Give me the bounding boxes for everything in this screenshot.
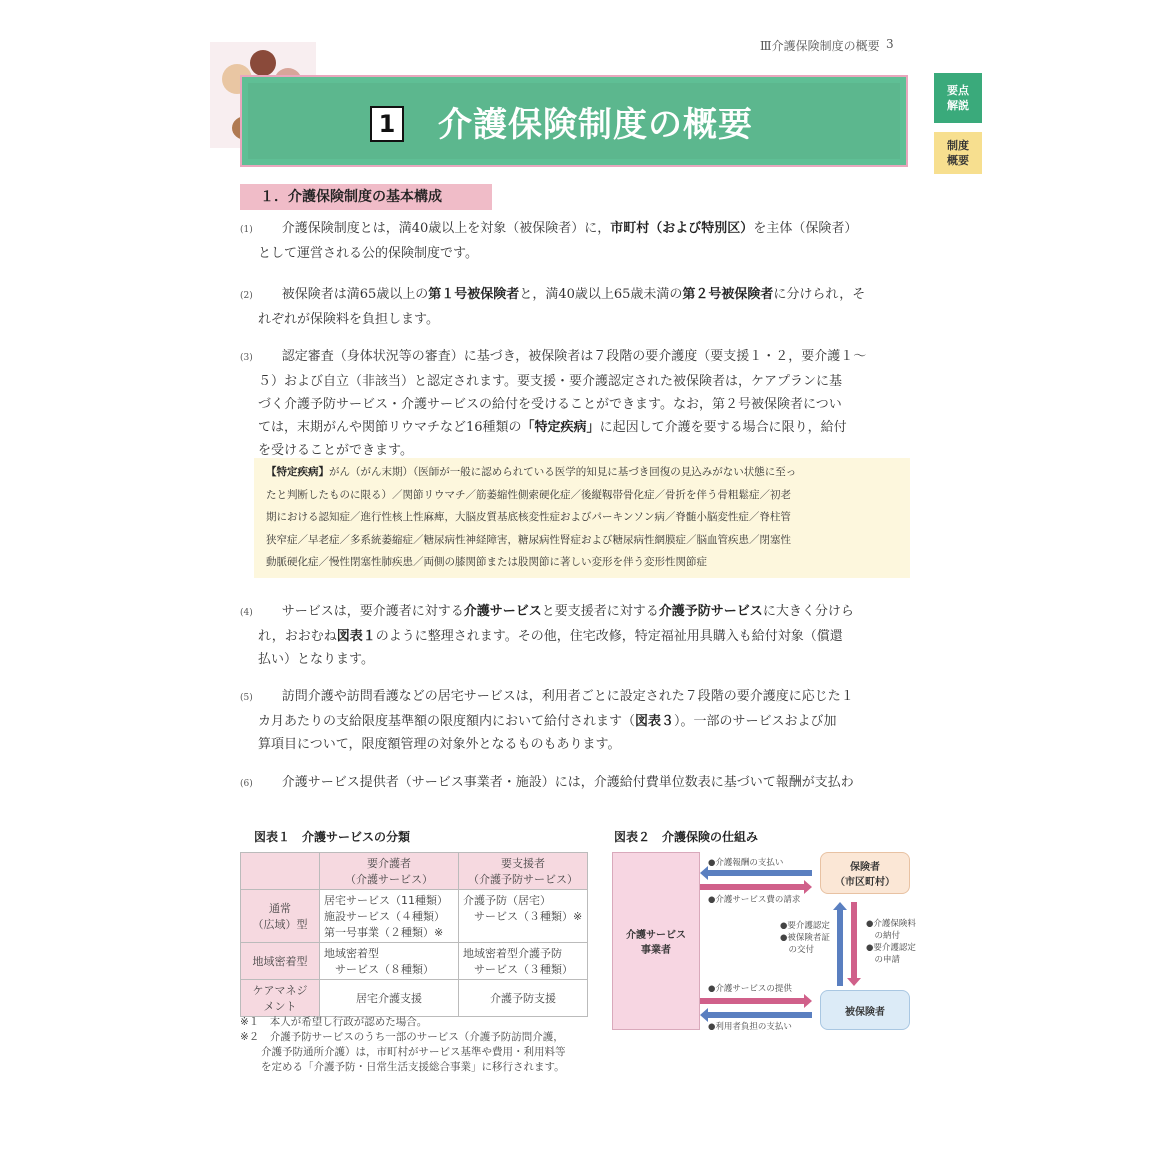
arrow-label: ●介護サービスの提供 — [708, 984, 792, 994]
table-header-support — [459, 853, 588, 890]
table-header-care — [320, 853, 459, 890]
text: 介護保険制度とは，満40歳以上を対象（被保険者）に， — [268, 221, 611, 236]
text: 被保険者は満65歳以上の — [268, 287, 429, 302]
paragraph-2 — [240, 283, 910, 331]
arrow-label: の納付 — [866, 931, 901, 941]
cell-line: サービス（３種類） — [463, 963, 573, 976]
emphasis: 介護予防サービス — [658, 604, 763, 619]
figure1-table — [240, 852, 588, 1017]
cell-line: サービス（３種類）※ — [463, 910, 583, 923]
paragraph-4 — [240, 600, 910, 671]
paragraph-6 — [240, 771, 910, 796]
header-line: （介護予防サービス） — [468, 873, 578, 886]
specific-diseases-note — [254, 458, 910, 578]
cell-line: 施設サービス（４種類） — [324, 910, 445, 923]
text: を主体（保険者） — [753, 221, 858, 236]
tab-system-overview[interactable] — [934, 132, 982, 174]
text: として運営される公的保険制度です。 — [258, 246, 478, 261]
text: 払い）となります。 — [258, 652, 374, 667]
provider-box — [612, 852, 700, 1030]
arrow-label: ●介護報酬の支払い — [708, 858, 784, 868]
insurer-box — [820, 852, 910, 894]
paragraph-number: (6) — [240, 779, 253, 789]
table-corner — [241, 853, 320, 890]
figure2-vertical-arrows — [832, 902, 862, 990]
cell-line: 第一号事業（２種類）※ — [324, 926, 444, 939]
chapter-number: 1 — [370, 106, 404, 142]
table-cell — [320, 943, 459, 980]
section-heading: １．介護保険制度の基本構成 — [240, 184, 492, 210]
row-label — [241, 890, 320, 943]
text: と，満40歳以上65歳未満の — [519, 287, 683, 302]
table-row — [241, 943, 588, 980]
table-row — [241, 890, 588, 943]
figure1-title: 図表１ 介護サービスの分類 — [254, 830, 411, 844]
paragraph-number: (5) — [240, 693, 253, 703]
text: 認定審査（身体状況等の審査）に基づき，被保険者は７段階の要介護度（要支援１・２，要介護１～ — [268, 349, 867, 364]
text: のように整理されます。その他，住宅改修，特定福祉用具購入も給付対象（償還 — [375, 629, 843, 644]
text: ５）および自立（非該当）と認定されます。要支援・要介護認定された被保険者は，ケアプランに基 — [258, 374, 842, 389]
text: に起因して介護を要する場合に限り，給付 — [599, 420, 847, 435]
note-line: たと判断したものに限る）／関節リウマチ／筋萎縮性側索硬化症／後縦靱帯骨化症／骨折を伴う骨粗鬆症／初老 — [266, 488, 791, 501]
text: 算項目について，限度額管理の対象外となるものもあります。 — [258, 737, 621, 752]
tab-label: 制度 — [947, 139, 969, 152]
insured-box — [820, 990, 910, 1030]
arrow-right-icon — [700, 994, 812, 1008]
arrow-label: ●要介護認定 — [866, 943, 916, 953]
figure1-footnotes — [240, 1015, 610, 1075]
emphasis: 第２号被保険者 — [682, 287, 774, 302]
text: を受けることができます。 — [258, 443, 413, 458]
table-cell: 居宅介護支援 — [320, 980, 459, 1017]
paragraph-number: (1) — [240, 225, 253, 235]
table-row — [241, 980, 588, 1017]
box-label: （市区町村） — [835, 877, 895, 888]
cell-line: サービス（８種類） — [324, 963, 434, 976]
arrow-label: ●介護サービス費の請求 — [708, 895, 801, 905]
footnote: を定める「介護予防・日常生活支援総合事業」に移行されます。 — [240, 1061, 565, 1073]
footnote: 介護予防通所介護）は，市町村がサービス基準や費用・利用料等 — [240, 1046, 566, 1058]
paragraph-number: (4) — [240, 608, 253, 618]
arrow-right-icon — [700, 880, 812, 894]
emphasis: 「特定疾病」 — [521, 420, 600, 435]
paragraph-1 — [240, 217, 910, 265]
table-cell: 介護予防支援 — [459, 980, 588, 1017]
arrow-label: の申請 — [866, 955, 901, 965]
text: れぞれが保険料を負担します。 — [258, 312, 439, 327]
cell-line: 介護予防（居宅） — [463, 894, 551, 907]
note-line: 期における認知症／進行性核上性麻痺，大脳皮質基底核変性症およびパーキンソン病／脊髄小脳変性症／脊柱管 — [266, 511, 791, 523]
arrow-label: ●介護保険料 — [866, 919, 916, 929]
tab-key-points[interactable] — [934, 73, 982, 123]
cell-line: 地域密着型 — [324, 947, 379, 960]
emphasis: 介護サービス — [463, 604, 542, 619]
running-title: Ⅲ介護保険制度の概要 — [760, 39, 880, 53]
text: カ月あたりの支給限度基準額の限度額内において給付されます（ — [258, 714, 636, 729]
label-line: ケアマネジ — [252, 984, 308, 997]
text: に大きく分けら — [762, 604, 854, 619]
note-label: 【特定疾病】 — [266, 466, 329, 478]
arrow-label: ●要介護認定 — [780, 921, 830, 931]
paragraph-5 — [240, 685, 910, 756]
arrow-up-icon — [833, 902, 847, 986]
arrow-label: の交付 — [780, 945, 815, 955]
table-cell — [459, 890, 588, 943]
text: 介護サービス提供者（サービス事業者・施設）には，介護給付費単位数表に基づいて報酬が支払わ — [268, 775, 854, 790]
arrow-label: ●利用者負担の支払い — [708, 1022, 792, 1032]
label-line: 通常 — [269, 902, 291, 915]
footnote: ※２ 介護予防サービスのうち一部のサービス（介護予防訪問介護， — [240, 1031, 564, 1043]
table-cell — [459, 943, 588, 980]
paragraph-number: (2) — [240, 291, 253, 301]
arrow-label: ●被保険者証 — [780, 933, 830, 943]
emphasis: 第１号被保険者 — [428, 287, 520, 302]
note-line: 狭窄症／早老症／多系統萎縮症／糖尿病性神経障害，糖尿病性腎症および糖尿病性網膜症／脳血管疾患／閉塞性 — [266, 533, 791, 546]
footnote: ※１ 本人が希望し行政が認めた場合。 — [240, 1016, 428, 1028]
cell-line: 地域密着型介護予防 — [463, 947, 562, 960]
page-number: 3 — [886, 37, 894, 51]
text: 訪問介護や訪問看護などの居宅サービスは，利用者ごとに設定された７段階の要介護度に応じた１ — [268, 689, 854, 704]
text: づく介護予防サービス・介護サービスの給付を受けることができます。なお，第２号被保険者につい — [258, 397, 842, 412]
text: サービスは，要介護者に対する — [268, 604, 464, 619]
box-label: 介護サービス — [626, 930, 686, 941]
box-label: 保険者 — [850, 862, 880, 873]
text: に分けられ，そ — [773, 287, 866, 302]
tab-label: 要点 — [947, 84, 969, 97]
label-line: メント — [263, 1000, 297, 1013]
emphasis: 市町村（および特別区） — [610, 221, 754, 236]
figure-reference: 図表３ — [635, 714, 675, 729]
tab-label: 概要 — [947, 154, 969, 167]
arrow-left-icon — [700, 866, 812, 880]
note-line: 動脈硬化症／慢性閉塞性肺疾患／両側の膝関節または股関節に著しい変形を伴う変形性関節症 — [266, 556, 707, 568]
note-line: がん（がん末期）（医師が一般に認められている医学的知見に基づき回復の見込みがない状態に至っ — [329, 466, 797, 478]
text: と要支援者に対する — [541, 604, 659, 619]
arrow-down-icon — [847, 902, 861, 986]
label-line: （広域）型 — [252, 918, 308, 931]
table-row — [241, 853, 588, 890]
header-line: （介護サービス） — [345, 873, 433, 886]
table-cell — [320, 890, 459, 943]
arrow-label-group — [866, 918, 916, 966]
box-label: 被保険者 — [845, 1006, 885, 1018]
header-line: 要支援者 — [501, 857, 545, 870]
tab-label: 解説 — [947, 99, 969, 112]
header-line: 要介護者 — [367, 857, 411, 870]
row-label — [241, 980, 320, 1017]
paragraph-number: (3) — [240, 353, 253, 363]
text: ）。一部のサービスおよび加 — [674, 714, 837, 729]
arrow-label-group — [780, 920, 830, 956]
chapter-title: 介護保険制度の概要 — [438, 105, 753, 145]
row-label: 地域密着型 — [241, 943, 320, 980]
cell-line: 居宅サービス（11種類） — [324, 894, 448, 907]
figure-reference: 図表１ — [336, 629, 376, 644]
text: ては，末期がんや関節リウマチなど16種類の — [258, 420, 522, 435]
text: れ，おおむね — [258, 629, 337, 644]
paragraph-3 — [240, 345, 910, 462]
figure2-title: 図表２ 介護保険の仕組み — [614, 830, 759, 844]
box-label: 事業者 — [641, 945, 671, 956]
